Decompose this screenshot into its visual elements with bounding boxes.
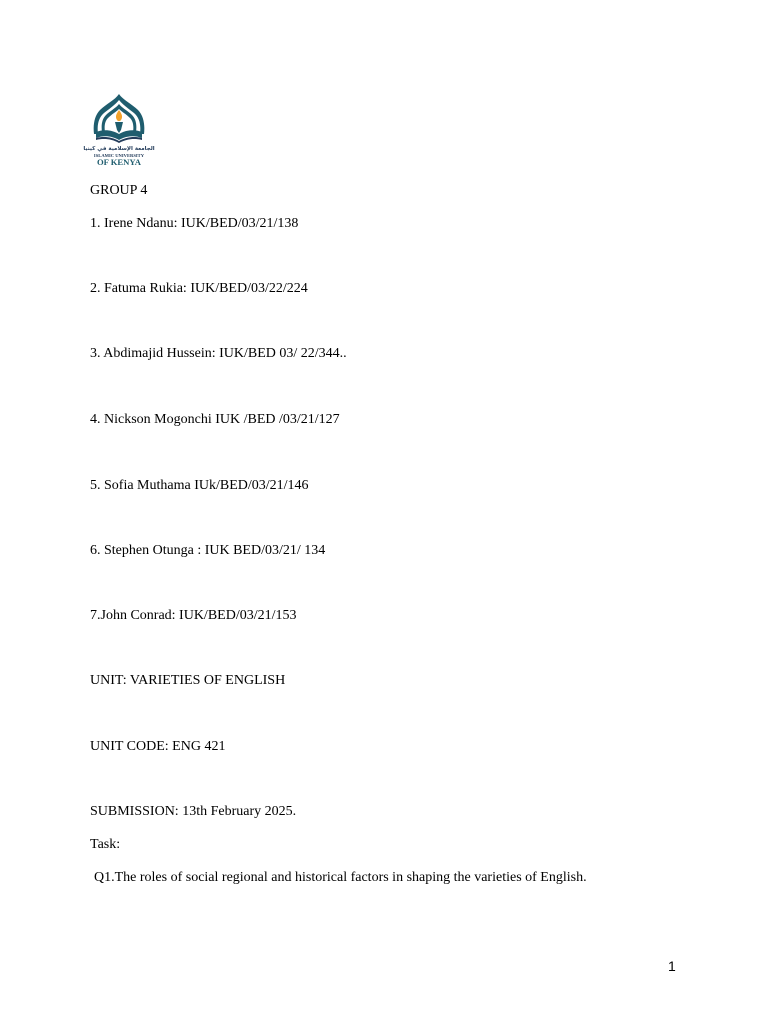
university-crest-icon xyxy=(83,92,155,168)
submission-date: SUBMISSION: 13th February 2025. xyxy=(90,804,297,819)
page-number: 1 xyxy=(668,958,676,974)
member-6: 6. Stephen Otunga : IUK BED/03/21/ 134 xyxy=(90,543,326,558)
group-heading: GROUP 4 xyxy=(90,183,148,198)
member-2: 2. Fatuma Rukia: IUK/BED/03/22/224 xyxy=(90,281,308,296)
unit-code: UNIT CODE: ENG 421 xyxy=(90,739,226,754)
unit-title: UNIT: VARIETIES OF ENGLISH xyxy=(90,673,286,688)
member-1: 1. Irene Ndanu: IUK/BED/03/21/138 xyxy=(90,216,299,231)
logo-text-line2: OF KENYA xyxy=(96,157,142,167)
member-7: 7.John Conrad: IUK/BED/03/21/153 xyxy=(90,608,297,623)
member-3: 3. Abdimajid Hussein: IUK/BED 03/ 22/344.. xyxy=(90,346,347,361)
task-question: Q1.The roles of social regional and historical factors in shaping the varieties of English. xyxy=(94,870,587,885)
logo-arabic-text: الجامعة الإسلامية في كينيا xyxy=(83,146,155,152)
member-5: 5. Sofia Muthama IUk/BED/03/21/146 xyxy=(90,478,309,493)
member-4: 4. Nickson Mogonchi IUK /BED /03/21/127 xyxy=(90,412,340,427)
task-label: Task: xyxy=(90,837,121,852)
university-logo xyxy=(83,92,155,168)
logo-text-line1: ISLAMIC UNIVERSITY xyxy=(93,153,145,158)
